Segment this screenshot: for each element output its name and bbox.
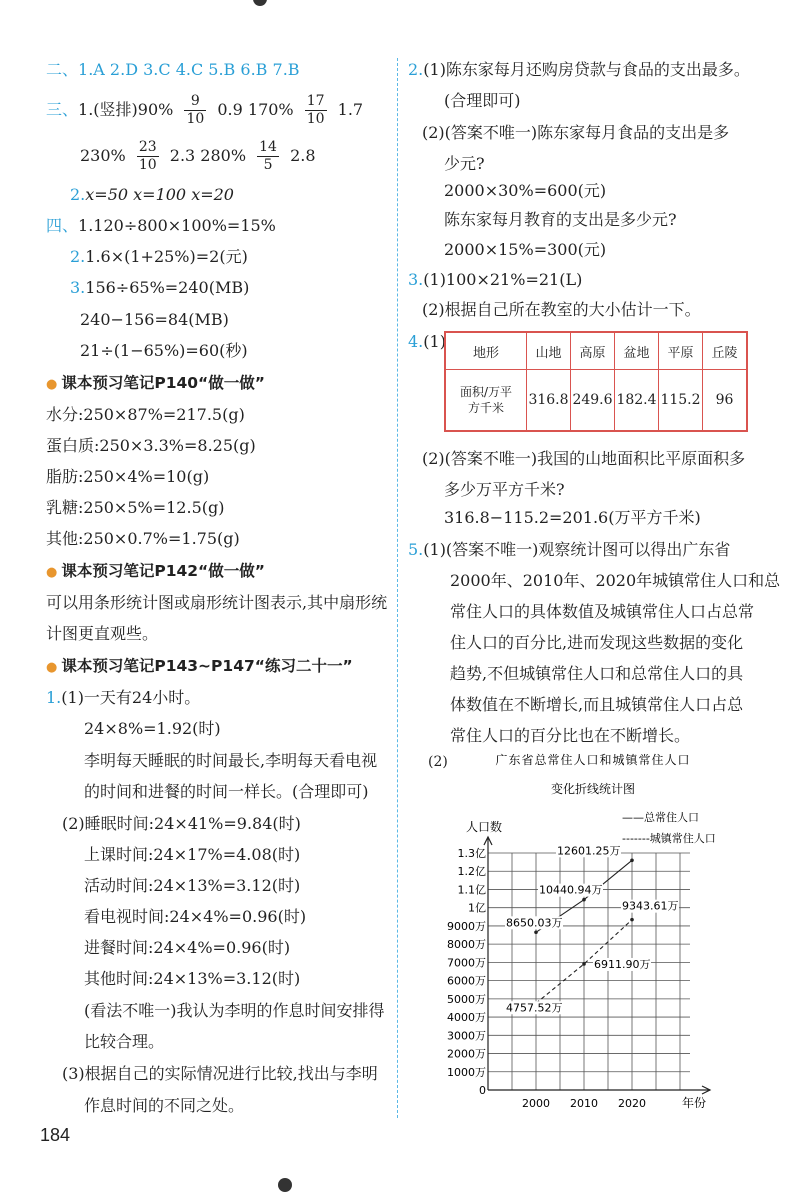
section-4-line-3: 3.156÷65%=240(MB): [70, 278, 250, 297]
bullet-icon: ●: [46, 660, 58, 675]
ex1-line-5: (2)睡眠时间:24×41%=9.84(时): [62, 814, 301, 833]
r3-line-1: 3.(1)100×21%=21(L): [408, 270, 583, 289]
data-label: 12601.25万: [557, 844, 621, 858]
table-cell: 115.2: [659, 370, 703, 432]
r4-line-3: 多少万平方千米?: [444, 480, 565, 499]
ex1-line-9: 进餐时间:24×4%=0.96(时): [84, 938, 291, 957]
heading-p142: ● 课本预习笔记P142“做一做”: [46, 562, 265, 580]
r4-line-4: 316.8−115.2=201.6(万平方千米): [444, 508, 701, 527]
r5-line-8: (2): [428, 754, 448, 770]
ex1-line-2: 24×8%=1.92(时): [84, 719, 221, 738]
data-label: 4757.52万: [506, 1001, 563, 1015]
ex1-line-1: 1.(1)一天有24小时。: [46, 688, 201, 707]
table-cell: 316.8: [527, 370, 571, 432]
chart-x-label: 年份: [682, 1096, 707, 1110]
ex1-line-4: 的时间和进餐的时间一样长。(合理即可): [84, 782, 369, 801]
section-3-line-2: 230% $\frac{23}{10}$ 2.3 280% $\frac{14}{5}$ 2.8: [80, 139, 316, 173]
table-cell: 高原: [571, 332, 615, 370]
r2-line-2: (合理即可): [444, 91, 521, 110]
column-divider: [397, 58, 398, 1118]
y-tick-label: 6000万: [447, 974, 486, 988]
bottom-page-hole: [278, 1178, 292, 1192]
r2-line-1: 2.(1)陈东家每月还购房贷款与食品的支出最多。: [408, 60, 750, 79]
chart-subtitle: 变化折线统计图: [550, 782, 636, 796]
y-tick-label: 1.2亿: [457, 865, 486, 879]
page-number: 184: [40, 1125, 71, 1145]
r5-line-4: 住人口的百分比,进而发现这些数据的变化: [450, 633, 744, 652]
table-cell: 丘陵: [703, 332, 748, 370]
x-tick-label: 2000: [522, 1097, 550, 1110]
ex1-line-6: 上课时间:24×17%=4.08(时): [84, 845, 301, 864]
fraction-14-5: $\frac{14}{5}$: [259, 139, 277, 173]
r4-line-2: (2)(答案不唯一)我国的山地面积比平原面积多: [422, 449, 746, 468]
nutrition-other: 其他:250×0.7%=1.75(g): [46, 529, 240, 548]
r5-line-3: 常住人口的具体数值及城镇常住人口占总常: [450, 602, 755, 621]
data-label: 9343.61万: [622, 899, 679, 913]
ex1-line-11: (看法不唯一)我认为李明的作息时间安排得: [84, 1001, 385, 1020]
fraction-23-10: $\frac{23}{10}$: [138, 139, 157, 173]
x-tick-label: 2010: [570, 1097, 598, 1110]
y-tick-label: 0: [479, 1084, 486, 1097]
table-row: [445, 370, 747, 432]
table-cell: 地形: [445, 332, 527, 370]
table-cell: 249.6: [571, 370, 615, 432]
r2-line-7: 2000×15%=300(元): [444, 240, 607, 259]
r5-line-7: 常住人口的百分比也在不断增长。: [450, 726, 691, 745]
data-point: [582, 962, 586, 966]
table-cell: 182.4: [615, 370, 659, 432]
heading-p143: ● 课本预习笔记P143~P147“练习二十一”: [46, 657, 353, 675]
r2-line-6: 陈东家每月教育的支出是多少元?: [444, 210, 677, 229]
y-tick-label: 5000万: [447, 992, 486, 1006]
r3-line-2: (2)根据自己所在教室的大小估计一下。: [422, 300, 701, 319]
table-cell: 盆地: [615, 332, 659, 370]
data-point: [630, 918, 634, 922]
nutrition-protein: 蛋白质:250×3.3%=8.25(g): [46, 436, 256, 455]
chart-title: 广东省总常住人口和城镇常住人口: [495, 753, 691, 767]
terrain-area-table: [444, 331, 748, 432]
table-row-label: 面积/万平 方千米: [445, 370, 527, 432]
p142-text-2: 计图更直观些。: [46, 624, 159, 643]
data-label: 8650.03万: [506, 916, 563, 930]
population-line-chart: [400, 745, 760, 1120]
chart-axes: [447, 837, 710, 1110]
bullet-icon: ●: [46, 377, 58, 392]
r4-line-1: 4.(1): [408, 332, 446, 351]
heading-p140: ● 课本预习笔记P140“做一做”: [46, 374, 265, 392]
nutrition-fat: 脂肪:250×4%=10(g): [46, 467, 210, 486]
section-4-line-5: 21÷(1−65%)=60(秒): [80, 341, 248, 360]
y-tick-label: 9000万: [447, 919, 486, 933]
x-tick-label: 2020: [618, 1097, 646, 1110]
section-3-line-3: 2.x=50 x=100 x=20: [70, 185, 234, 204]
ex1-line-13: (3)根据自己的实际情况进行比较,找出与李明: [62, 1064, 378, 1083]
ex1-line-14: 作息时间的不同之处。: [84, 1096, 245, 1115]
table-cell: 山地: [527, 332, 571, 370]
data-label: 10440.94万: [539, 883, 603, 897]
r5-line-5: 趋势,不但城镇常住人口和总常住人口的具: [450, 664, 744, 683]
r2-line-5: 2000×30%=600(元): [444, 181, 607, 200]
data-point: [582, 898, 586, 902]
r5-line-1: 5.(1)(答案不唯一)观察统计图可以得出广东省: [408, 540, 731, 559]
r5-line-2: 2000年、2010年、2020年城镇常住人口和总: [450, 571, 781, 590]
legend-urban: -------城镇常住人口: [622, 832, 716, 845]
table-cell: 平原: [659, 332, 703, 370]
p142-text-1: 可以用条形统计图或扇形统计图表示,其中扇形统: [46, 593, 388, 612]
top-page-hole: [253, 0, 267, 6]
section-4-line-2: 2.1.6×(1+25%)=2(元): [70, 247, 248, 266]
nutrition-lactose: 乳糖:250×5%=12.5(g): [46, 498, 225, 517]
y-tick-label: 1.1亿: [457, 883, 486, 897]
chart-y-label: 人口数: [466, 820, 503, 834]
fraction-17-10: $\frac{17}{10}$: [306, 93, 325, 127]
r2-line-3: (2)(答案不唯一)陈东家每月食品的支出是多: [422, 123, 730, 142]
bullet-icon: ●: [46, 565, 58, 580]
y-tick-label: 1亿: [468, 901, 486, 915]
section-4-line-1: 四、1.120÷800×100%=15%: [46, 216, 276, 235]
data-point: [630, 858, 634, 862]
y-tick-label: 2000万: [447, 1047, 486, 1061]
y-tick-label: 7000万: [447, 956, 486, 970]
ex1-line-7: 活动时间:24×13%=3.12(时): [84, 876, 301, 895]
section-4-line-4: 240−156=84(MB): [80, 310, 229, 329]
fraction-9-10: $\frac{9}{10}$: [186, 93, 205, 127]
data-label: 6911.90万: [594, 957, 651, 971]
y-tick-label: 3000万: [447, 1029, 486, 1043]
y-tick-label: 1000万: [447, 1065, 486, 1079]
r2-line-4: 少元?: [444, 154, 485, 173]
section-2-answers: 二、1.A 2.D 3.C 4.C 5.B 6.B 7.B: [46, 60, 300, 79]
ex1-line-12: 比较合理。: [84, 1032, 165, 1051]
y-tick-label: 8000万: [447, 938, 486, 952]
nutrition-water: 水分:250×87%=217.5(g): [46, 405, 245, 424]
r5-line-6: 体数值在不断增长,而且城镇常住人口占总: [450, 695, 744, 714]
y-tick-label: 1.3亿: [457, 847, 486, 860]
ex1-line-3: 李明每天睡眠的时间最长,李明每天看电视: [84, 751, 378, 770]
ex1-line-8: 看电视时间:24×4%=0.96(时): [84, 907, 307, 926]
data-point: [534, 931, 538, 935]
chart-marks: [505, 844, 679, 1014]
legend-total: ——总常住人口: [622, 811, 699, 824]
table-header-row: [445, 332, 747, 370]
ex1-line-10: 其他时间:24×13%=3.12(时): [84, 969, 301, 988]
table-cell: 96: [703, 370, 748, 432]
y-tick-label: 4000万: [447, 1011, 486, 1025]
section-3-line-1: 三、1.(竖排)90% $\frac{9}{10}$ 0.9 170% $\frac{17}{10}$ 1.7: [46, 93, 364, 127]
